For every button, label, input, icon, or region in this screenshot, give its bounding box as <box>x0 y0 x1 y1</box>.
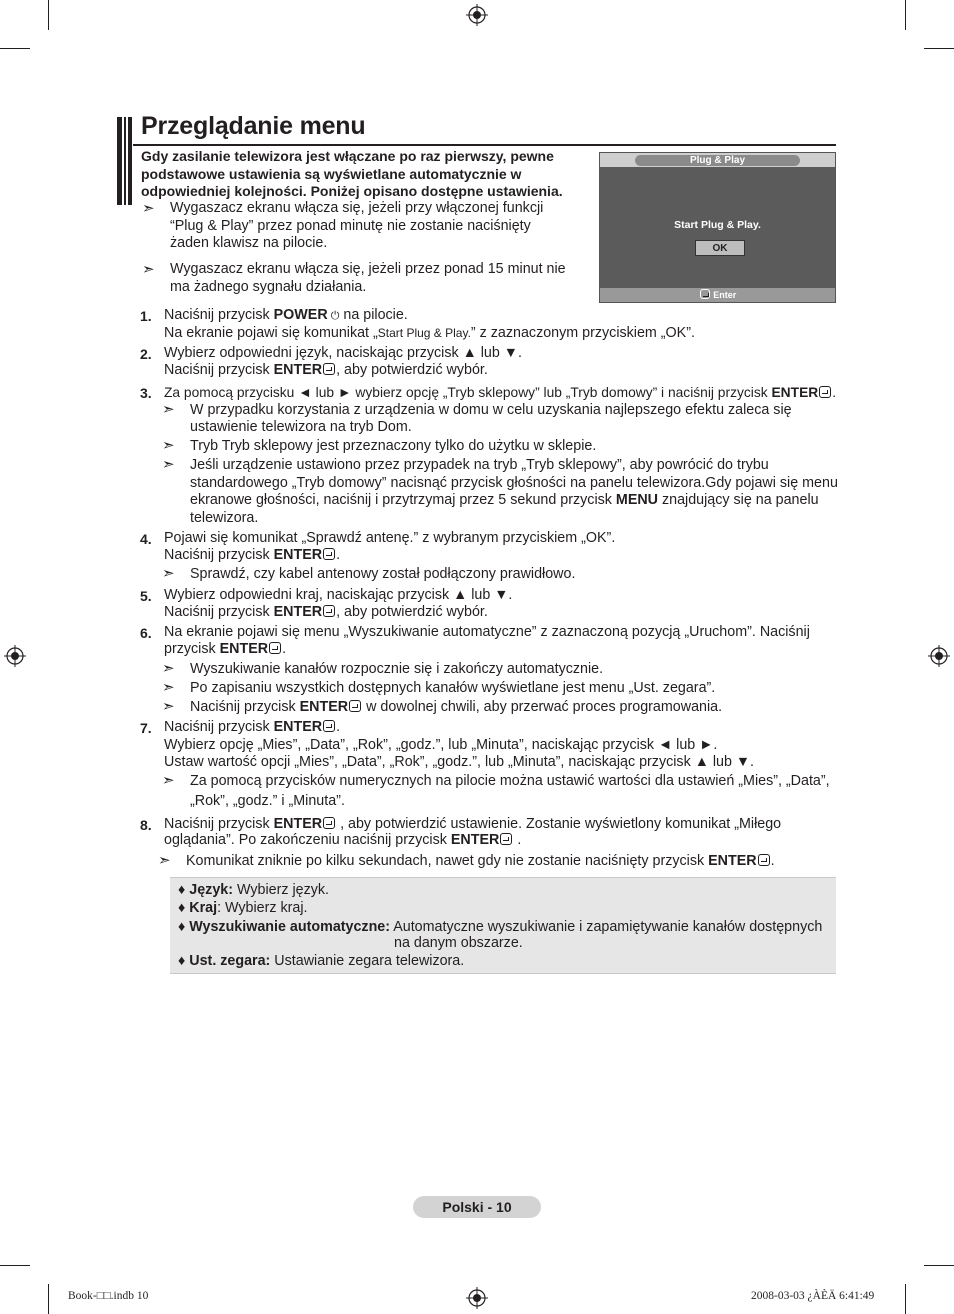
enter-icon <box>269 642 281 654</box>
step-line: Naciśnij przycisk ENTER . <box>164 719 341 735</box>
step-number: 8. <box>140 817 152 833</box>
note-arrow-icon: ➣ <box>158 852 171 869</box>
note-arrow-icon: ➣ <box>162 679 175 696</box>
note-arrow-icon: ➣ <box>162 772 175 789</box>
registration-mark-icon <box>466 1287 488 1309</box>
note-arrow-icon: ➣ <box>162 698 175 715</box>
step-line: Naciśnij przycisk ENTER , aby potwierdzić ustawienie. Zostanie wyświetlony komunikat „Miłego <box>164 816 782 832</box>
print-meta-right: 2008-03-03 ¿ÀÈÄ 6:41:49 <box>751 1290 875 1302</box>
note-text: ekranowe głośności, naciśnij i przytrzymaj przez 5 sekund przycisk MENU znajdujący się na panelu <box>190 492 819 508</box>
step-line: oglądania”. Po zakończeniu naciśnij przycisk ENTER . <box>164 832 522 848</box>
step-line: Naciśnij przycisk ENTER . <box>164 547 341 563</box>
step-number: 6. <box>140 625 152 641</box>
summary-item: ♦ Kraj: Wybierz kraj. <box>178 900 308 916</box>
step-line: Na ekranie pojawi się komunikat „Start Plug & Play.” z zaznaczonym przyciskiem „OK”. <box>164 325 695 341</box>
summary-box <box>170 877 836 974</box>
note-text: Jeśli urządzenie ustawiono przez przypadek na tryb „Tryb sklepowy”, aby powrócić do trybu <box>190 457 769 473</box>
note-text: Sprawdź, czy kabel antenowy został podłączony prawidłowo. <box>190 566 576 582</box>
note-text: telewizora. <box>190 510 259 526</box>
step-number: 4. <box>140 531 152 547</box>
step-number: 2. <box>140 346 152 362</box>
note-arrow-icon: ➣ <box>142 200 155 217</box>
step-line: Naciśnij przycisk ENTER , aby potwierdzić wybór. <box>164 362 488 378</box>
registration-mark-icon <box>466 4 488 26</box>
step-number: 1. <box>140 308 152 324</box>
note-text: Wygaszacz ekranu włącza się, jeżeli przy włączonej funkcji “Plug & Play” przez ponad minutę nie zostanie naciśnięty żaden klawisz na pilocie. <box>170 200 544 251</box>
step-line: przycisk ENTER . <box>164 641 287 657</box>
intro-text: Gdy zasilanie telewizora jest włączane po raz pierwszy, pewne podstawowe ustawienia są wyświetlane automatycznie w odpowiedniej kolejności. Poniżej opisano dostępne ustawienia. <box>141 148 563 199</box>
bullet-icon: ♦ <box>178 900 186 916</box>
power-icon: ⏻ <box>327 310 340 322</box>
step-line: Wybierz odpowiedni kraj, naciskając przycisk ▲ lub ▼. <box>164 587 513 603</box>
step-line: Naciśnij przycisk ENTER , aby potwierdzić wybór. <box>164 604 488 620</box>
crop-mark <box>0 48 30 49</box>
crop-mark <box>924 1265 954 1266</box>
osd-header: Plug & Play <box>635 155 800 166</box>
page-number: Polski - 10 <box>413 1196 541 1218</box>
step-number: 5. <box>140 588 152 604</box>
registration-mark-icon <box>928 645 950 667</box>
step-line: Na ekranie pojawi się menu „Wyszukiwanie automatyczne” z zaznaczoną pozycją „Uruchom”. Naciśnij <box>164 624 810 640</box>
note-text: „Rok”, „godz.” i „Minuta”. <box>190 793 345 809</box>
osd-footer: Enter <box>600 288 835 302</box>
note-arrow-icon: ➣ <box>142 261 155 278</box>
print-meta-left: Book-□□.indb 10 <box>68 1290 149 1302</box>
summary-item: ♦ Wyszukiwanie automatyczne: Automatyczne wyszukiwanie i zapamiętywanie kanałów dostępnych <box>178 919 823 935</box>
note-text: Po zapisaniu wszystkich dostępnych kanałów wyświetlane jest menu „Ust. zegara”. <box>190 680 716 696</box>
note-text: W przypadku korzystania z urządzenia w domu w celu uzyskania najlepszego efektu zaleca się <box>190 402 792 418</box>
note-text: Tryb Tryb sklepowy jest przeznaczony tylko do użytku w sklepie. <box>190 438 597 454</box>
enter-icon <box>323 548 335 560</box>
crop-mark <box>0 1265 30 1266</box>
enter-icon <box>323 720 335 732</box>
crop-mark <box>924 48 954 49</box>
enter-icon <box>323 817 335 829</box>
bullet-icon: ♦ <box>178 882 186 898</box>
note-arrow-icon: ➣ <box>162 401 175 418</box>
enter-icon <box>819 386 831 398</box>
note-arrow-icon: ➣ <box>162 565 175 582</box>
step-number: 3. <box>140 385 152 401</box>
summary-item-continuation: na danym obszarze. <box>394 935 523 951</box>
osd-plug-and-play <box>599 152 836 303</box>
step-line: Wybierz opcję „Mies”, „Data”, „Rok”, „godz.”, lub „Minuta”, naciskając przycisk ◄ lub ►. <box>164 737 718 753</box>
note-text: Komunikat zniknie po kilku sekundach, nawet gdy nie zostanie naciśnięty przycisk ENTER . <box>186 853 775 869</box>
step-line: Za pomocą przycisku ◄ lub ► wybierz opcję „Tryb sklepowy” lub „Tryb domowy” i naciśnij przycisk ENTER . <box>164 385 837 400</box>
note-text: standardowego „Tryb domowy” nacisnąć przycisk głośności na panelu telewizora.Gdy pojawi się menu <box>190 475 838 491</box>
enter-icon <box>323 363 335 375</box>
summary-item: ♦ Język: Wybierz język. <box>178 882 329 898</box>
enter-icon <box>349 700 361 712</box>
bullet-icon: ♦ <box>178 953 186 969</box>
crop-mark <box>905 0 906 30</box>
title-bars <box>117 117 132 205</box>
step-line: Naciśnij przycisk POWER ⏻ na pilocie. <box>164 307 408 323</box>
note-text: Za pomocą przycisków numerycznych na pilocie można ustawić wartości dla ustawień „Mies”, „Data”, <box>190 773 830 789</box>
enter-icon <box>323 605 335 617</box>
note-text: Wyszukiwanie kanałów rozpocznie się i zakończy automatycznie. <box>190 661 604 677</box>
title-rule <box>133 144 836 146</box>
summary-item: ♦ Ust. zegara: Ustawianie zegara telewizora. <box>178 953 465 969</box>
crop-mark <box>905 1284 906 1314</box>
note-arrow-icon: ➣ <box>162 456 175 473</box>
enter-icon <box>500 833 512 845</box>
osd-ok-button[interactable]: OK <box>695 240 745 256</box>
enter-icon <box>758 854 770 866</box>
registration-mark-icon <box>4 645 26 667</box>
page-title: Przeglądanie menu <box>141 112 366 140</box>
note-arrow-icon: ➣ <box>162 437 175 454</box>
step-number: 7. <box>140 720 152 736</box>
osd-message: Start Plug & Play. <box>674 219 761 231</box>
step-line: Pojawi się komunikat „Sprawdź antenę.” z wybranym przyciskiem „OK”. <box>164 530 616 546</box>
bullet-icon: ♦ <box>178 919 186 935</box>
crop-mark <box>48 1284 49 1314</box>
step-line: Wybierz odpowiedni język, naciskając przycisk ▲ lub ▼. <box>164 345 522 361</box>
note-text: Wygaszacz ekranu włącza się, jeżeli przez ponad 15 minut nie ma żadnego sygnału działania. <box>170 261 566 295</box>
step-line: Ustaw wartość opcji „Mies”, „Data”, „Rok”, „godz.”, lub „Minuta”, naciskając przycisk ▲ lub ▼. <box>164 754 754 770</box>
enter-icon <box>700 289 710 299</box>
note-arrow-icon: ➣ <box>162 660 175 677</box>
crop-mark <box>48 0 49 30</box>
note-text: Naciśnij przycisk ENTER w dowolnej chwili, aby przerwać proces programowania. <box>190 699 723 715</box>
note-text: ustawienie telewizora na tryb Dom. <box>190 419 412 435</box>
